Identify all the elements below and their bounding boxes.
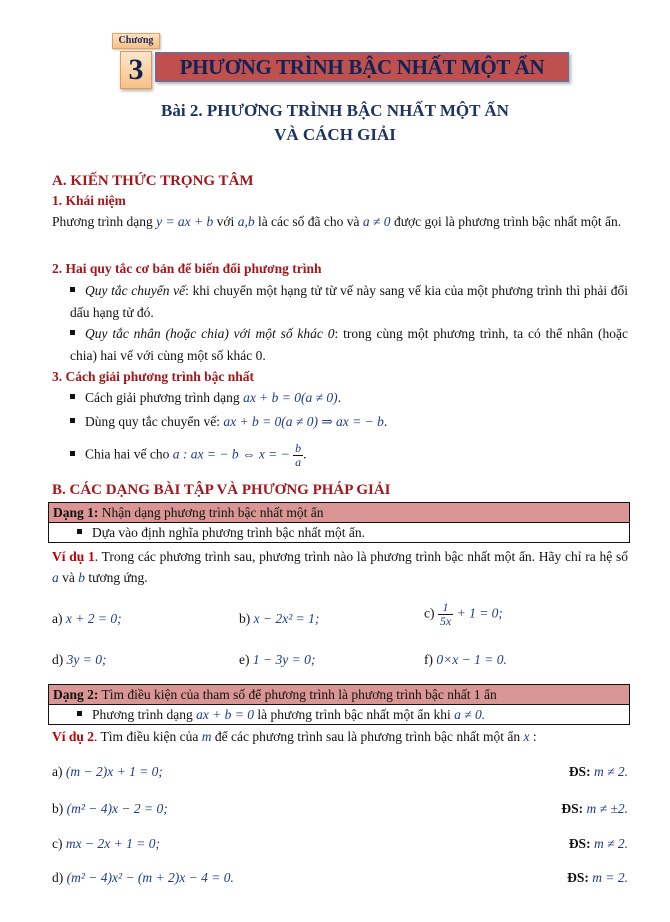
bullet-square-icon — [70, 330, 75, 335]
param-m: m — [201, 729, 212, 744]
bullet-square-icon — [77, 711, 82, 716]
example1-row-2 — [52, 650, 628, 670]
coef-b: b — [78, 570, 85, 585]
coef-a: a — [52, 570, 59, 585]
text: để các phương trình sau là phương trình bậc nhất một ẩn — [211, 729, 524, 744]
example1-row-1 — [52, 600, 628, 629]
part1-title: 1. Khái niệm — [52, 193, 126, 208]
chapter-label: Chương — [112, 33, 160, 49]
denominator: a — [295, 455, 302, 469]
item-expr: 0×x − 1 = 0. — [436, 652, 507, 667]
formula-y-ax-b: y = ax + b — [156, 214, 214, 229]
text: là phương trình bậc nhất một ẩn khi — [254, 707, 455, 722]
dang2-box — [48, 684, 630, 725]
text: Dùng quy tắc chuyển vế: — [85, 414, 224, 429]
bullet-square-icon — [77, 529, 82, 534]
item-c — [424, 601, 503, 628]
text: . Tìm điều kiện của — [94, 729, 202, 744]
numerator: b — [295, 441, 302, 455]
text: với — [213, 214, 238, 229]
answer-value: m ≠ 2. — [593, 764, 628, 779]
answer-value: m = 2. — [592, 870, 628, 885]
item-b — [239, 609, 319, 629]
answer-value: m ≠ ±2. — [586, 801, 628, 816]
solve-bullet-1: Cách giải phương trình dạng ax + b = 0(a ≠ 0). — [70, 387, 341, 409]
item-label: b) — [52, 801, 64, 816]
example2-item-a — [52, 762, 628, 782]
item-label: a) — [52, 611, 63, 626]
text: được gọi là phương trình bậc nhất một ẩn. — [390, 214, 622, 229]
item-f — [424, 650, 507, 670]
example2-item-d — [52, 868, 628, 888]
fraction-1-over-5x — [438, 601, 453, 628]
item-expr: (m² − 4)x − 2 = 0; — [66, 801, 168, 816]
dang1-body — [49, 523, 629, 542]
answer — [561, 799, 628, 819]
lesson-title-line2: VÀ CÁCH GIẢI — [274, 125, 396, 144]
definition-paragraph — [52, 209, 628, 235]
lesson-title-line1: Bài 2. PHƯƠNG TRÌNH BẬC NHẤT MỘT ẨN — [161, 101, 509, 120]
answer-label: ĐS: — [567, 870, 589, 885]
rule1-text: : khi chuyển một hạng tử từ vế này sang vế kia của một phương trình thì phải đổi dấu hạng tử đó. — [70, 283, 628, 320]
answer-label: ĐS: — [568, 836, 591, 851]
example2-label: Ví dụ 2 — [52, 729, 95, 744]
item-label: d) — [52, 870, 64, 885]
denominator: 5x — [439, 614, 452, 628]
solve-bullet-3: Chia hai vế cho a : ax = − b ⇔ x = − $\frac{b}{a}$ . — [70, 442, 307, 469]
item-label: d) — [52, 652, 64, 667]
text: Chia hai vế cho — [85, 446, 173, 462]
bullet-square-icon — [70, 394, 75, 399]
rule2-name: Quy tắc nhân (hoặc chia) với một số khác 0 — [85, 326, 335, 341]
item-label: c) — [424, 605, 435, 621]
example1-label: Ví dụ 1 — [52, 549, 95, 564]
formula: a ≠ 0. — [454, 707, 486, 722]
formula-a-neq-0: a ≠ 0 — [362, 214, 391, 229]
dang1-label: Dạng 1: — [53, 505, 99, 520]
item-expr: (m² − 4)x² − (m + 2)x − 4 = 0. — [66, 870, 234, 885]
item-label: c) — [52, 836, 63, 851]
item-expr: (m − 2)x + 1 = 0; — [65, 764, 163, 779]
formula: ax + b = 0 — [196, 707, 255, 722]
dang2-label: Dạng 2: — [53, 687, 99, 702]
formula-a: a — [172, 446, 180, 462]
item-expr: x − 2x² = 1; — [253, 611, 320, 626]
answer — [569, 834, 628, 854]
text: Phương trình dạng — [52, 214, 157, 229]
rule2-bullet — [70, 323, 628, 367]
item-expr: + 1 = 0; — [456, 605, 503, 621]
bullet-square-icon — [70, 451, 75, 456]
section-a-title: A. KIẾN THỨC TRỌNG TÂM — [52, 173, 254, 189]
formula-ab: a,b — [237, 214, 255, 229]
item-expr: 1 − 3y = 0; — [252, 652, 316, 667]
text: là các số đã cho và — [254, 214, 363, 229]
rule1-name: Quy tắc chuyển vế — [85, 283, 186, 298]
dang1-bullet: Dựa vào định nghĩa phương trình bậc nhất một ẩn. — [92, 525, 365, 540]
text: : — [529, 729, 537, 744]
answer-label: ĐS: — [561, 801, 584, 816]
text: Cách giải phương trình dạng — [85, 390, 244, 405]
part2-title: 2. Hai quy tắc cơ bản để biến đổi phương trình — [52, 261, 322, 276]
item-expr: mx − 2x + 1 = 0; — [65, 836, 160, 851]
text: và — [58, 570, 79, 585]
section-b-title: B. CÁC DẠNG BÀI TẬP VÀ PHƯƠNG PHÁP GIẢI — [52, 482, 391, 498]
answer — [567, 868, 628, 888]
item-label: f) — [424, 652, 433, 667]
bullet-square-icon — [70, 418, 75, 423]
text: . Trong các phương trình sau, phương trình nào là phương trình bậc nhất một ẩn. Hãy chỉ ra hệ số — [94, 549, 628, 564]
answer-value: m ≠ 2. — [593, 836, 628, 851]
rule1-bullet — [70, 280, 628, 324]
item-label: e) — [239, 652, 250, 667]
dang1-title: Nhận dạng phương trình bậc nhất một ẩn — [98, 505, 324, 520]
dang1-box — [48, 502, 630, 543]
item-expr: x + 2 = 0; — [65, 611, 122, 626]
chapter-title: PHƯƠNG TRÌNH BẬC NHẤT MỘT ẨN — [155, 52, 569, 82]
solve-bullet-2: Dùng quy tắc chuyển vế: ax + b = 0(a ≠ 0) ⇒ ax = − b. — [70, 411, 387, 433]
answer — [569, 762, 628, 782]
numerator: 1 — [438, 601, 453, 615]
item-e — [239, 650, 315, 670]
rule2-text: : trong cùng một phương trình, ta có thể nhân (hoặc chia) hai vế với cùng một số khác 0. — [70, 326, 628, 363]
item-a — [52, 609, 122, 629]
dang2-header — [49, 685, 629, 705]
dang2-title: Tìm điều kiện của tham số để phương trình là phương trình bậc nhất 1 ẩn — [98, 687, 497, 702]
text: Phương trình dạng — [92, 707, 197, 722]
example2-prompt — [52, 727, 628, 747]
dang1-header — [49, 503, 629, 523]
item-d — [52, 650, 106, 670]
var-x: x — [523, 729, 530, 744]
item-label: b) — [239, 611, 251, 626]
formula: ax + b = 0(a ≠ 0) ⇒ ax = − b — [223, 414, 384, 429]
item-label: a) — [52, 764, 63, 779]
formula: : ax = − b ⇔ x = − — [179, 446, 294, 462]
dang2-body — [49, 705, 629, 724]
fraction-b-over-a — [293, 442, 303, 469]
item-expr: 3y = 0; — [66, 652, 107, 667]
bullet-square-icon — [70, 287, 75, 292]
answer-label: ĐS: — [568, 764, 591, 779]
example1-prompt — [52, 546, 628, 588]
example2-item-c — [52, 834, 628, 854]
part3-title: 3. Cách giải phương trình bậc nhất — [52, 369, 254, 384]
formula: ax + b = 0(a ≠ 0) — [243, 390, 338, 405]
text: tương ứng. — [85, 570, 148, 585]
example2-item-b — [52, 799, 628, 819]
chapter-number: 3 — [120, 51, 152, 89]
